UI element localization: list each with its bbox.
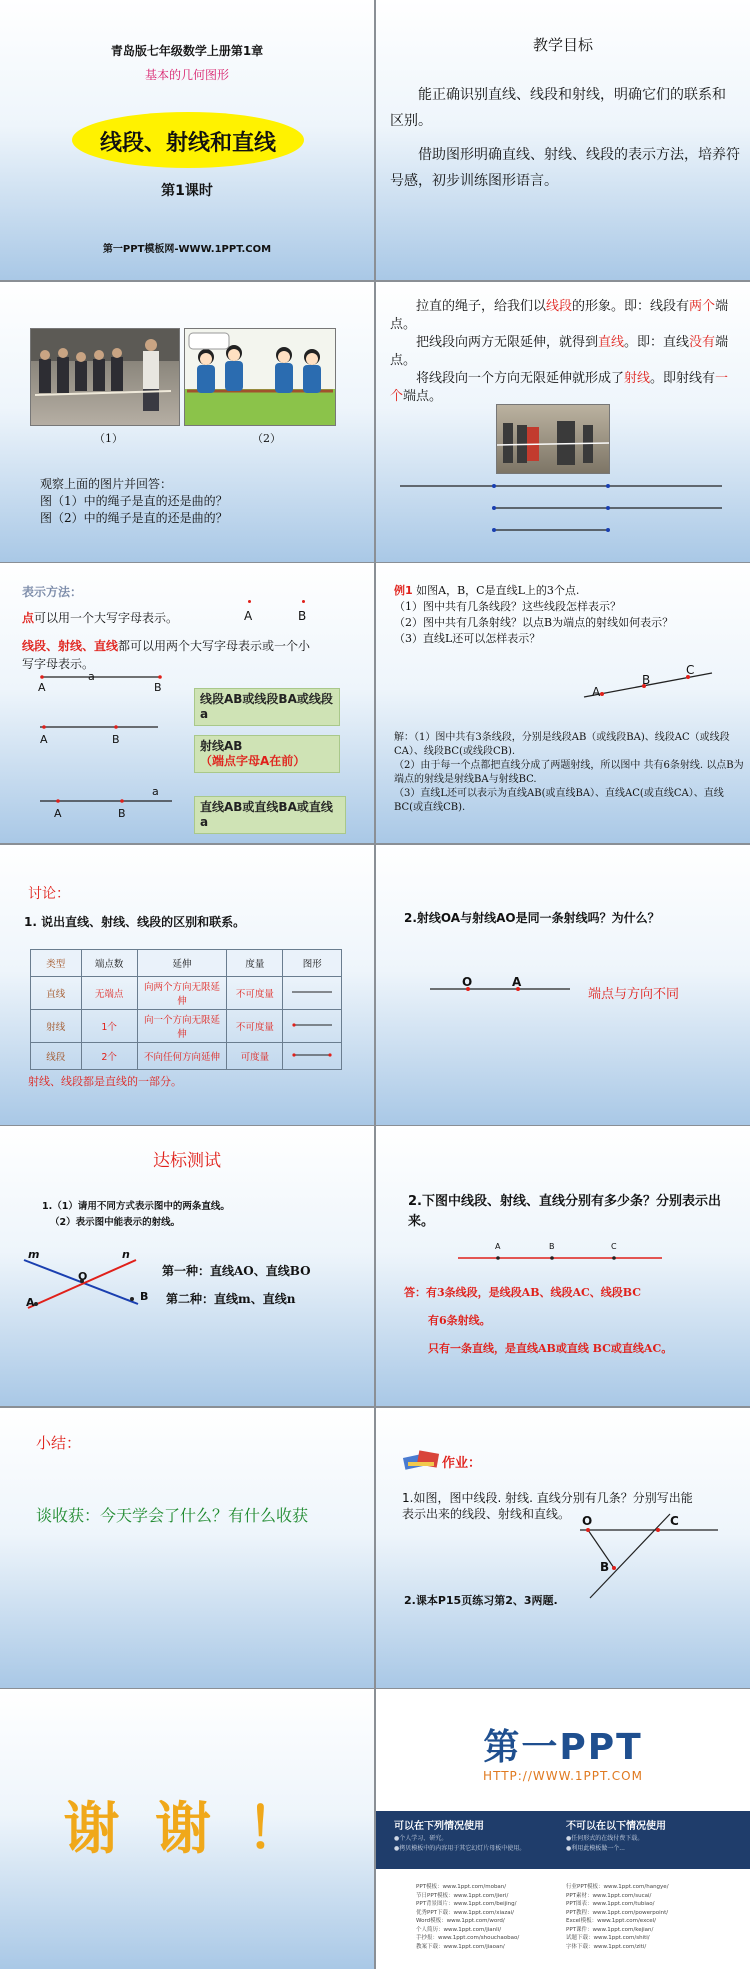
abc-label-C: C [611,1242,617,1251]
slide-rope-photos [0,282,374,562]
links-right [566,1883,669,1951]
figure-words: 线段、射线、直线 [22,639,119,653]
figure-rule: 都可以用两个大写字母表示或一个小写字母表示。 [22,639,311,671]
row-ray-extension: 向一个方向无限延伸 [137,1010,227,1043]
line-a-label: a [152,785,159,798]
summary-text: 谈收获：今天学会了什么？有什么收获 [36,1506,309,1525]
def-segment-a: 拉直的绳子，给我们以 [416,299,547,314]
footer-text: 第一PPT模板网-WWW.1PPT.COM [102,244,272,255]
cannot-use-2: ●利用此模板做一个... [566,1845,625,1852]
example-answer-1: 解：（1）图中共有3条线段，分别是线段AB（或线段BA)、线段AC（或线段CA）、线段BC(或线段CB). [394,732,730,757]
point-rule: 可以用一个大写字母表示。 [34,611,179,625]
row-ray-type: 射线 [31,1010,82,1043]
example-line-diagram [376,649,750,709]
link-left-8[interactable]: 教案下载：www.1ppt.com/jiaoan/ [416,1943,505,1950]
def-segment-d: 两个 [689,299,716,314]
row-line-endpoints: 无端点 [81,977,137,1010]
link-left-7[interactable]: 手抄报：www.1ppt.com/shouchaobao/ [416,1935,520,1941]
point-A-dot [248,600,251,603]
example-C-label: C [686,663,695,677]
count-answer-3: 只有一条直线，是直线AB或直线 BC或直线AC。 [428,1342,673,1355]
slide-discussion [0,845,374,1125]
slide-count-question [376,1126,750,1406]
link-right-6[interactable]: PPT课件：www.1ppt.com/kejian/ [566,1926,654,1933]
row-segment-endpoints: 2个 [81,1043,137,1070]
homework-q2: 2.课本P15页练习第2、3两题. [404,1594,558,1607]
slide-thanks [0,1689,374,1969]
example-text: 如图A，B，C是直线L上的3个点. [416,584,580,597]
brand-logo: 第一PPT [483,1727,643,1768]
row-ray-measure: 不可度量 [227,1010,283,1043]
caption-2: （2） [252,432,281,445]
subtitle-text: 基本的几何图形 [144,68,229,82]
label-n: n [122,1248,130,1261]
point-A-label: A [244,609,253,623]
count-question: 2.下图中线段、射线、直线分别有多少条？分别表示出来。 [408,1194,721,1229]
homework-q1: 1.如图，图中线段. 射线. 直线分别有几条？分别写出能表示出来的线段、射线和直线。 [402,1491,693,1521]
def-segment [390,298,740,334]
ray-notation-box [194,735,340,773]
cannot-use-title: 不可以在以下情况使用 [566,1821,666,1832]
line-notation-box: 直线AB或直线BA或直线a [194,796,346,834]
discussion-heading: 讨论： [28,886,70,902]
header-endpoints: 端点数 [81,950,137,977]
homework-diagram [376,1500,750,1600]
hw-label-B: B [600,1560,610,1574]
link-right-8[interactable]: 字体下载：www.1ppt.com/ziti/ [566,1943,647,1950]
abc-line-diagram [376,1242,750,1272]
slide-summary [0,1408,374,1688]
header-extension: 延伸 [137,950,227,977]
ray-question: 2.射线OA与射线AO是同一条射线吗？为什么？ [404,911,660,925]
ray-B-label: B [112,733,120,746]
point-B-label: B [298,609,307,623]
line-ray-segment-diagram [376,478,750,538]
link-right-3[interactable]: PPT图表：www.1ppt.com/tubiao/ [566,1901,655,1907]
header-figure: 图形 [283,950,342,977]
example-B-label: B [642,673,651,687]
label-O: O [462,975,473,989]
link-left-3[interactable]: PPT背景图片：www.1ppt.com/beijing/ [416,1901,517,1907]
label-O: O [78,1270,88,1283]
def-segment-e: 端点。 [390,299,729,332]
example-q2: （2）图中共有几条射线？以点B为端点的射线如何表示？ [394,616,674,629]
slide-notation [0,563,374,843]
row-line-extension: 向两个方向无限延伸 [137,977,227,1010]
usage-band [376,1811,750,1869]
summary-heading: 小结： [36,1434,82,1452]
def-line [390,334,740,370]
objectives-para-1: 能正确识别直线、线段和射线，明确它们的联系和区别。 [390,87,726,129]
slide-test [0,1126,374,1406]
comparison-table [30,949,342,1070]
rope-pulling-photo [496,404,610,474]
label-m: m [28,1248,40,1261]
intersecting-lines-diagram [0,1252,180,1332]
question-intro: 观察上面的图片并回答： [40,477,173,491]
rope-photo-2 [184,328,336,426]
link-left-5[interactable]: Word模板：www.1ppt.com/word/ [416,1918,505,1924]
seg-A-label: A [38,681,46,694]
def-line-e: 端点。 [390,335,729,368]
line-B-label: B [118,807,126,820]
test-q1: 1.（1）请用不同方式表示图中的两条直线。 [42,1201,230,1212]
crowd-figures [31,329,179,425]
header-text: 青岛版七年级数学上册第1章 [110,44,264,58]
slide-credits [376,1689,750,1969]
label-B: B [140,1290,149,1303]
def-line-b: 直线 [598,335,625,350]
ray-OA-diagram [376,975,750,1005]
tug-of-war-cartoon [185,329,335,425]
label-A: A [512,975,522,989]
point-word: 点 [22,611,35,625]
link-left-4[interactable]: 优秀PPT下载：www.1ppt.com/xiazai/ [416,1909,515,1916]
can-use-2: ●拷贝模板中的内容用于其它幻灯片母板中使用。 [394,1845,526,1852]
example-A-label: A [592,685,601,699]
question-1: 图（1）中的绳子是直的还是曲的？ [40,494,228,508]
hw-label-C: C [670,1514,679,1528]
lesson-text: 第1课时 [161,183,213,199]
books-icon [402,1448,442,1470]
point-B-dot [302,600,305,603]
header-measure: 度量 [227,950,283,977]
link-right-2[interactable]: PPT素材：www.1ppt.com/sucai/ [566,1892,652,1899]
point-notation [22,609,178,626]
row-segment-measure: 可度量 [227,1043,283,1070]
count-answer-2: 有6条射线。 [428,1314,491,1327]
def-ray-b: 射线 [624,371,651,386]
row-line-type: 直线 [31,977,82,1010]
ray-notation-text: 射线AB [200,739,243,753]
row-segment-type: 线段 [31,1043,82,1070]
abc-label-B: B [549,1242,555,1251]
seg-a-label: a [88,670,95,683]
line-A-label: A [54,807,62,820]
def-ray-c: 。即射线有 [650,371,716,386]
example-answer-2: （2）由于每一个点都把直线分成了两题射线，所以图中 共有6条射线. 以点B为端点的射线是射线BA与射线BC. [394,760,744,785]
def-line-a: 把线段向两方无限延伸，就得到 [416,335,599,350]
label-A: A [26,1296,35,1309]
ray-answer: 端点与方向不同 [588,987,680,1002]
example-q1: （1）图中共有几条线段？这些线段怎样表示？ [394,600,621,613]
test-answer-1: 第一种：直线AO、直线BO [162,1264,311,1278]
photo-figures [497,405,609,473]
question-2: 图（2）中的绳子是直的还是曲的？ [40,511,228,525]
row-ray-figure [283,1010,342,1043]
example-answer-3: （3）直线L还可以表示为直线AB(或直线BA）、直线AC(或直线CA）、直线BC(或直线CB). [394,788,724,813]
row-segment-extension: 不向任何方向延伸 [137,1043,227,1070]
link-right-1[interactable]: 行业PPT模板：www.1ppt.com/hangye/ [566,1884,669,1890]
can-use-1: ●个人学习、研究。 [394,1835,448,1842]
def-segment-c: 的形象。即：线段有 [572,299,690,314]
example-q3: （3）直线L还可以怎样表示？ [394,632,541,645]
slide-objectives [376,0,750,280]
def-ray-a: 将线段向一个方向无限延伸就形成了 [416,371,625,386]
slide-example-1 [376,563,750,843]
homework-heading: 作业： [442,1456,482,1471]
link-right-7[interactable]: 试题下载：www.1ppt.com/shiti/ [566,1935,650,1941]
cannot-use-1: ●任何形式的在线付费下载。 [566,1835,644,1842]
def-line-c: 。即：直线 [624,335,690,350]
hw-label-O: O [582,1514,593,1528]
row-segment-figure [283,1043,342,1070]
rope-photo-1 [30,328,180,426]
link-right-5[interactable]: Excel模板：www.1ppt.com/excel/ [566,1918,657,1924]
slide-homework [376,1408,750,1688]
def-ray-e: 端点。 [403,389,443,404]
objectives-title: 教学目标 [532,36,593,54]
segment-notation-box: 线段AB或线段BA或线段a [194,688,340,726]
test-heading: 达标测试 [153,1151,221,1171]
discussion-note: 射线、线段都是直线的一部分。 [28,1075,182,1088]
example-statement [394,583,744,599]
ray-notation-note: （端点字母A在前） [200,754,306,768]
seg-B-label: B [154,681,162,694]
brand-url[interactable]: HTTP://WWW.1PPT.COM [483,1769,643,1783]
row-line-measure: 不可度量 [227,977,283,1010]
discussion-question: 1. 说出直线、射线、线段的区别和联系。 [24,915,246,929]
ray-A-label: A [40,733,48,746]
objectives-para-2: 借助图形明确直线、射线、线段的表示方法，培养符号感，初步训练图形语言。 [390,147,740,189]
count-answer-1: 答：有3条线段，是线段AB、线段AC、线段BC [404,1286,642,1299]
thanks-text: 谢 谢 ！ [63,1797,311,1862]
notation-heading: 表示方法： [22,585,83,599]
link-left-1[interactable]: PPT模板：www.1ppt.com/moban/ [416,1884,507,1890]
caption-1: （1） [94,432,123,445]
def-segment-b: 线段 [546,299,573,314]
def-ray [390,370,740,406]
slide-definitions [376,282,750,562]
example-label: 例1 [394,584,413,597]
abc-label-A: A [495,1242,501,1251]
slide-title-text: 线段、射线和直线 [99,131,276,156]
link-right-4[interactable]: PPT教程：www.1ppt.com/powerpoint/ [566,1909,669,1916]
slide-ray-question [376,845,750,1125]
header-type: 类型 [31,950,82,977]
slide-title [0,0,374,280]
test-answer-2: 第二种：直线m、直线n [166,1292,296,1306]
link-left-6[interactable]: 个人简历：www.1ppt.com/jianli/ [416,1926,502,1933]
test-q2: （2）表示图中能表示的射线。 [50,1217,181,1228]
links-left [416,1883,519,1951]
row-ray-endpoints: 1个 [81,1010,137,1043]
def-line-d: 没有 [689,335,716,350]
row-line-figure [283,977,342,1010]
def-ray-d: 一个 [390,371,729,404]
can-use-title: 可以在下列情况使用 [394,1821,484,1832]
link-left-2[interactable]: 节日PPT模板：www.1ppt.com/jieri/ [416,1892,509,1899]
